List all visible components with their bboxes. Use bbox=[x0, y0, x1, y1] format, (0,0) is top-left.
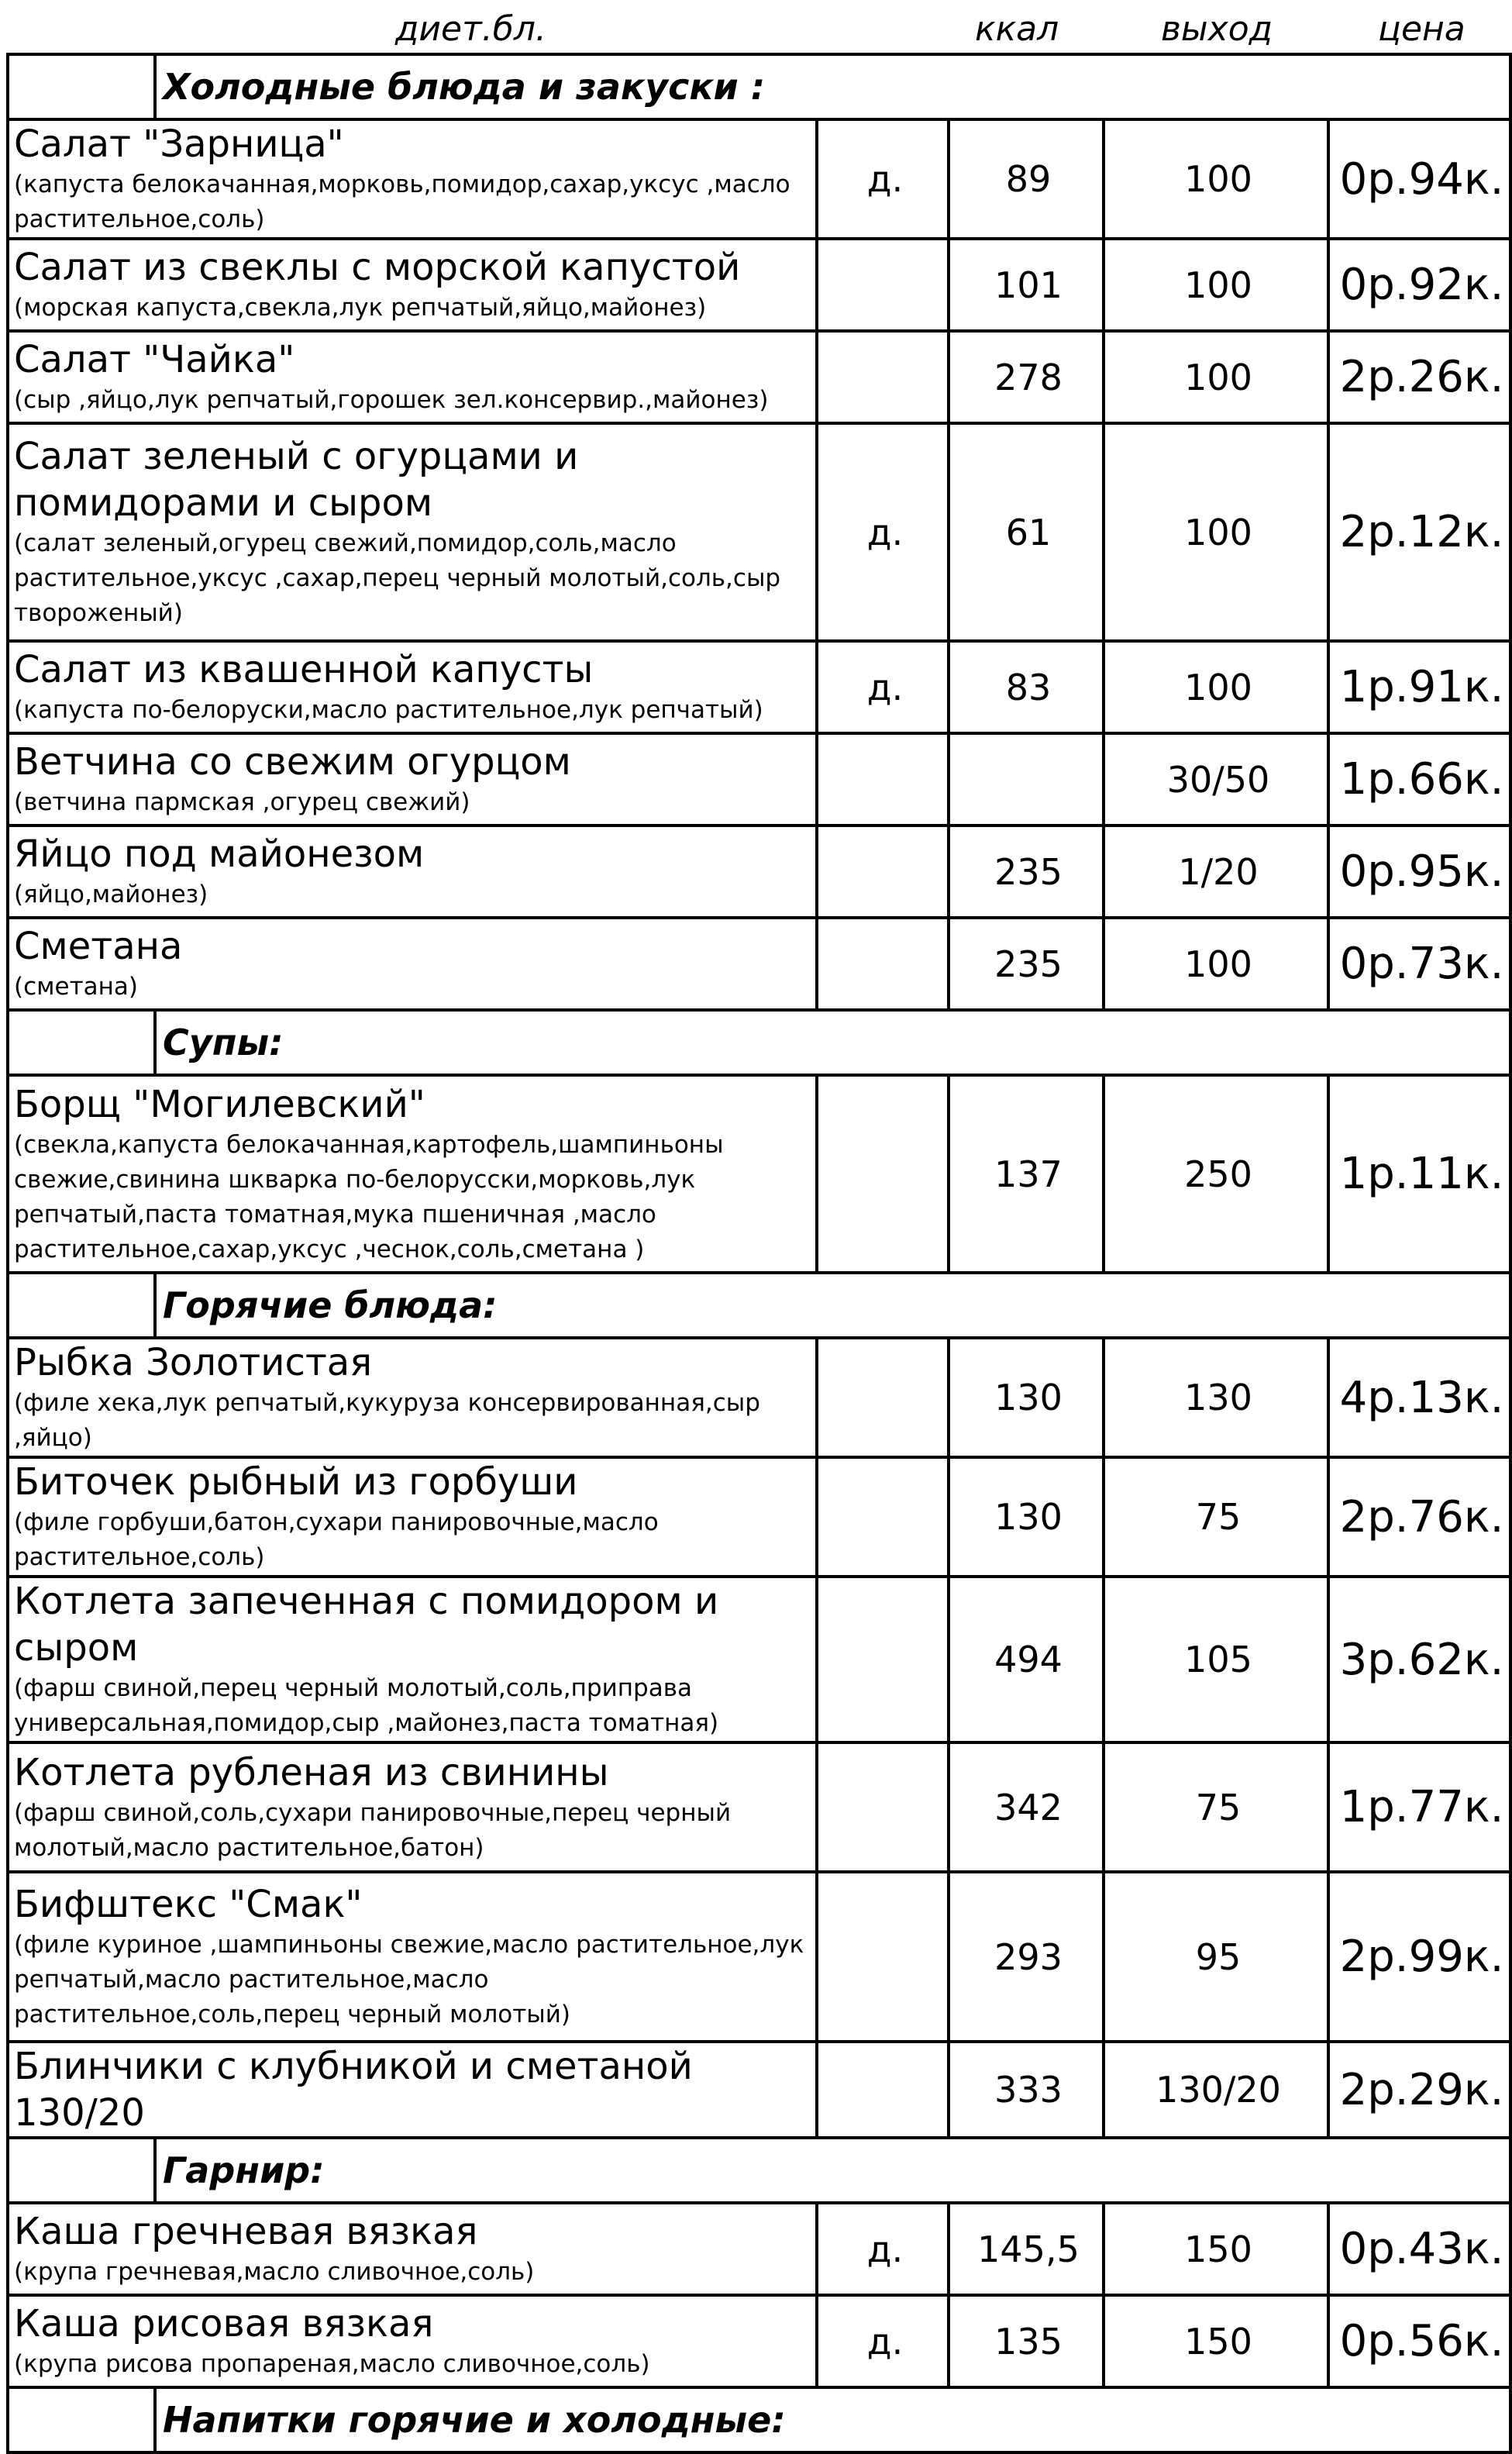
dish-ingredients: (филе хека,лук репчатый,кукуруза консервированная,сыр ,яйцо) bbox=[14, 1389, 760, 1452]
dish-yield: 100 bbox=[1104, 239, 1328, 331]
dish-diet bbox=[817, 1577, 949, 1742]
dish-yield: 150 bbox=[1104, 2295, 1328, 2387]
section-spacer bbox=[8, 2138, 155, 2203]
dish-name: Бифштекс "Смак" bbox=[14, 1883, 363, 1926]
dish-cell bbox=[8, 1872, 817, 2042]
dish-price: 0р.43к. bbox=[1328, 2203, 1510, 2295]
dish-yield: 75 bbox=[1104, 1742, 1328, 1872]
dish-kcal: 135 bbox=[949, 2295, 1104, 2387]
dish-kcal: 101 bbox=[949, 239, 1104, 331]
dish-yield: 30/50 bbox=[1104, 733, 1328, 825]
dish-yield: 130 bbox=[1104, 1338, 1328, 1457]
menu-item-row bbox=[8, 641, 1510, 733]
dish-cell bbox=[8, 1457, 817, 1577]
header-diet: диет.бл. bbox=[395, 9, 546, 49]
dish-name: Рыбка Золотистая bbox=[14, 1341, 373, 1384]
dish-kcal: 494 bbox=[949, 1577, 1104, 1742]
dish-yield: 100 bbox=[1104, 641, 1328, 733]
dish-ingredients: (крупа рисова пропареная,масло сливочное,соль) bbox=[14, 2350, 650, 2378]
dish-price: 0р.73к. bbox=[1328, 918, 1510, 1010]
dish-price: 2р.26к. bbox=[1328, 331, 1510, 423]
dish-cell bbox=[8, 1075, 817, 1273]
dish-kcal bbox=[949, 733, 1104, 825]
dish-kcal: 342 bbox=[949, 1742, 1104, 1872]
dish-diet bbox=[817, 1872, 949, 2042]
dish-name: Блинчики с клубникой и сметаной 130/20 bbox=[14, 2045, 693, 2135]
dish-diet: д. bbox=[817, 2295, 949, 2387]
dish-name: Каша рисовая вязкая bbox=[14, 2302, 434, 2345]
dish-cell bbox=[8, 1742, 817, 1872]
dish-ingredients: (сметана) bbox=[14, 973, 139, 1001]
dish-cell bbox=[8, 1577, 817, 1742]
dish-price: 0р.95к. bbox=[1328, 825, 1510, 918]
menu-item-row bbox=[8, 1742, 1510, 1872]
menu-table bbox=[6, 53, 1512, 2454]
dish-name: Котлета запеченная с помидором и сыром bbox=[14, 1580, 719, 1670]
dish-price: 2р.29к. bbox=[1328, 2042, 1510, 2138]
dish-name: Ветчина со свежим огурцом bbox=[14, 740, 571, 784]
dish-diet: д. bbox=[817, 119, 949, 239]
menu-item-row bbox=[8, 423, 1510, 641]
header-yield: выход bbox=[1161, 9, 1273, 49]
section-spacer bbox=[8, 54, 155, 119]
dish-yield: 100 bbox=[1104, 331, 1328, 423]
dish-yield: 75 bbox=[1104, 1457, 1328, 1577]
dish-yield: 250 bbox=[1104, 1075, 1328, 1273]
dish-name: Борщ "Могилевский" bbox=[14, 1082, 425, 1126]
dish-price: 1р.66к. bbox=[1328, 733, 1510, 825]
menu-item-row bbox=[8, 2203, 1510, 2295]
dish-ingredients: (морская капуста,свекла,лук репчатый,яйцо,майонез) bbox=[14, 294, 707, 322]
dish-cell bbox=[8, 2042, 817, 2138]
section-header bbox=[8, 1010, 1510, 1075]
section-header bbox=[8, 54, 1510, 119]
dish-diet bbox=[817, 825, 949, 918]
dish-yield: 100 bbox=[1104, 119, 1328, 239]
dish-name: Каша гречневая вязкая bbox=[14, 2210, 478, 2253]
dish-kcal: 83 bbox=[949, 641, 1104, 733]
dish-cell bbox=[8, 641, 817, 733]
section-title: Супы: bbox=[155, 1010, 1510, 1075]
dish-price: 2р.76к. bbox=[1328, 1457, 1510, 1577]
section-spacer bbox=[8, 1273, 155, 1338]
dish-kcal: 145,5 bbox=[949, 2203, 1104, 2295]
dish-diet bbox=[817, 918, 949, 1010]
dish-name: Салат из квашенной капусты bbox=[14, 648, 594, 691]
section-header bbox=[8, 1273, 1510, 1338]
dish-yield: 130/20 bbox=[1104, 2042, 1328, 2138]
dish-diet bbox=[817, 1075, 949, 1273]
dish-diet: д. bbox=[817, 2203, 949, 2295]
header-price: цена bbox=[1378, 9, 1466, 49]
dish-ingredients: (филе горбуши,батон,сухари панировочные,масло растительное,соль) bbox=[14, 1508, 659, 1571]
dish-ingredients: (ветчина пармская ,огурец свежий) bbox=[14, 788, 470, 816]
dish-yield: 100 bbox=[1104, 423, 1328, 641]
dish-price: 0р.92к. bbox=[1328, 239, 1510, 331]
menu-item-row bbox=[8, 733, 1510, 825]
dish-diet: д. bbox=[817, 423, 949, 641]
dish-diet bbox=[817, 1457, 949, 1577]
dish-kcal: 278 bbox=[949, 331, 1104, 423]
dish-ingredients: (фарш свиной,перец черный молотый,соль,приправа универсальная,помидор,сыр ,майонез,паста томатная) bbox=[14, 1674, 719, 1737]
dish-name: Биточек рыбный из горбуши bbox=[14, 1460, 578, 1504]
dish-name: Сметана bbox=[14, 925, 183, 968]
dish-ingredients: (свекла,капуста белокачанная,картофель,шампиньоны свежие,свинина шкварка по-белорусски,морковь,лук репчатый,паста томатная,мука пшеничная ,масло растительное,сахар,уксус ,чеснок,соль,сметана ) bbox=[14, 1130, 724, 1263]
dish-name: Салат зеленый с огурцами и помидорами и сыром bbox=[14, 435, 579, 525]
dish-price: 2р.99к. bbox=[1328, 1872, 1510, 2042]
dish-ingredients: (салат зеленый,огурец свежий,помидор,соль,масло растительное,уксус ,сахар,перец черный молотый,соль,сыр твороженый) bbox=[14, 529, 781, 627]
dish-price: 1р.11к. bbox=[1328, 1075, 1510, 1273]
dish-diet bbox=[817, 733, 949, 825]
header-kcal: ккал bbox=[975, 9, 1059, 49]
section-spacer bbox=[8, 1010, 155, 1075]
section-spacer bbox=[8, 2387, 155, 2452]
dish-price: 1р.77к. bbox=[1328, 1742, 1510, 1872]
menu-item-row bbox=[8, 119, 1510, 239]
menu-item-row bbox=[8, 918, 1510, 1010]
dish-yield: 105 bbox=[1104, 1577, 1328, 1742]
section-title: Напитки горячие и холодные: bbox=[155, 2387, 1510, 2452]
menu-item-row bbox=[8, 239, 1510, 331]
dish-name: Яйцо под майонезом bbox=[14, 832, 425, 876]
dish-kcal: 130 bbox=[949, 1338, 1104, 1457]
dish-name: Салат "Зарница" bbox=[14, 122, 344, 166]
dish-cell bbox=[8, 918, 817, 1010]
dish-kcal: 235 bbox=[949, 825, 1104, 918]
dish-price: 2р.12к. bbox=[1328, 423, 1510, 641]
dish-diet bbox=[817, 331, 949, 423]
dish-diet bbox=[817, 2042, 949, 2138]
menu-item-row bbox=[8, 331, 1510, 423]
dish-cell bbox=[8, 733, 817, 825]
dish-price: 0р.94к. bbox=[1328, 119, 1510, 239]
menu-item-row bbox=[8, 1075, 1510, 1273]
dish-price: 1р.91к. bbox=[1328, 641, 1510, 733]
dish-ingredients: (сыр ,яйцо,лук репчатый,горошек зел.консервир.,майонез) bbox=[14, 386, 769, 414]
dish-yield: 100 bbox=[1104, 918, 1328, 1010]
dish-ingredients: (фарш свиной,соль,сухари панировочные,перец черный молотый,масло растительное,батон) bbox=[14, 1798, 732, 1862]
dish-kcal: 293 bbox=[949, 1872, 1104, 2042]
dish-name: Салат "Чайка" bbox=[14, 338, 295, 381]
section-header bbox=[8, 2138, 1510, 2203]
dish-kcal: 333 bbox=[949, 2042, 1104, 2138]
section-title: Гарнир: bbox=[155, 2138, 1510, 2203]
dish-cell bbox=[8, 2295, 817, 2387]
dish-price: 3р.62к. bbox=[1328, 1577, 1510, 1742]
menu-item-row bbox=[8, 2042, 1510, 2138]
dish-ingredients: (крупа гречневая,масло сливочное,соль) bbox=[14, 2258, 535, 2286]
dish-cell bbox=[8, 239, 817, 331]
dish-price: 0р.56к. bbox=[1328, 2295, 1510, 2387]
dish-name: Котлета рубленая из свинины bbox=[14, 1750, 609, 1794]
dish-cell bbox=[8, 825, 817, 918]
dish-kcal: 235 bbox=[949, 918, 1104, 1010]
dish-cell bbox=[8, 2203, 817, 2295]
dish-diet bbox=[817, 1742, 949, 1872]
menu-item-row bbox=[8, 825, 1510, 918]
dish-price: 4р.13к. bbox=[1328, 1338, 1510, 1457]
menu-item-row bbox=[8, 1577, 1510, 1742]
menu-item-row bbox=[8, 1872, 1510, 2042]
dish-ingredients: (филе куриное ,шампиньоны свежие,масло растительное,лук репчатый,масло растительное,масло растительное,соль,перец черный молотый) bbox=[14, 1931, 804, 2028]
dish-diet bbox=[817, 239, 949, 331]
dish-cell bbox=[8, 423, 817, 641]
dish-yield: 150 bbox=[1104, 2203, 1328, 2295]
dish-ingredients: (яйцо,майонез) bbox=[14, 881, 208, 908]
dish-ingredients: (капуста по-белоруски,масло растительное,лук репчатый) bbox=[14, 696, 763, 724]
dish-yield: 1/20 bbox=[1104, 825, 1328, 918]
menu-item-row bbox=[8, 1338, 1510, 1457]
dish-cell bbox=[8, 331, 817, 423]
dish-cell bbox=[8, 1338, 817, 1457]
dish-diet bbox=[817, 1338, 949, 1457]
dish-kcal: 89 bbox=[949, 119, 1104, 239]
dish-kcal: 137 bbox=[949, 1075, 1104, 1273]
section-header bbox=[8, 2387, 1510, 2452]
dish-cell bbox=[8, 119, 817, 239]
section-title: Горячие блюда: bbox=[155, 1273, 1510, 1338]
dish-kcal: 130 bbox=[949, 1457, 1104, 1577]
section-title: Холодные блюда и закуски : bbox=[155, 54, 1510, 119]
menu-item-row bbox=[8, 1457, 1510, 1577]
dish-name: Салат из свеклы с морской капустой bbox=[14, 246, 741, 289]
dish-ingredients: (капуста белокачанная,морковь,помидор,сахар,уксус ,масло растительное,соль) bbox=[14, 171, 790, 233]
dish-diet: д. bbox=[817, 641, 949, 733]
dish-kcal: 61 bbox=[949, 423, 1104, 641]
menu-item-row bbox=[8, 2295, 1510, 2387]
dish-yield: 95 bbox=[1104, 1872, 1328, 2042]
